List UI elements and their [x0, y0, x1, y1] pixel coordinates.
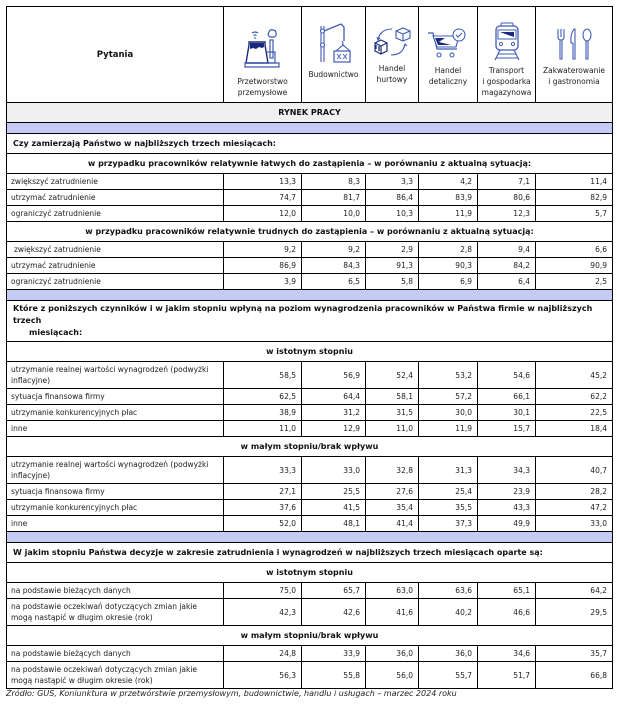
table-row: inne 11,0 12,9 11,0 11,9 15,7 18,4: [7, 421, 613, 437]
sector-header-manufacturing: Przetworstwo przemysłowe: [224, 7, 302, 103]
sector-header-transport: Transport i gospodarka magazynowa: [478, 7, 536, 103]
question-employment-plans: Czy zamierzają Państwo w najbliższych trzech miesiącach:: [7, 134, 613, 154]
subgroup-title: w małym stopniu/brak wpływu: [7, 626, 613, 646]
table-row: ograniczyć zatrudnienie 12,0 10,0 10,3 11,9 12,3 5,7: [7, 206, 613, 222]
cutlery-icon: [552, 27, 596, 61]
subgroup-row: [7, 342, 613, 362]
table-row: utrzymanie realnej wartości wynagrodzeń (podwyżki inflacyjne) 33,3 33,0 32,8 31,3 34,3 40,7: [7, 457, 613, 484]
subgroup-title: w przypadku pracowników relatywnie łatwych do zastąpienia – w porównaniu z aktualną sytuacją:: [7, 154, 613, 174]
spacer-row: [7, 532, 613, 543]
question-row: [7, 301, 613, 342]
subgroup-title: w istotnym stopniu: [7, 342, 613, 362]
subgroup-title: w przypadku pracowników relatywnie trudnych do zastąpienia – w porównaniu z aktualną sytuacją:: [7, 222, 613, 242]
table-row: utrzymanie konkurencyjnych płac 38,9 31,2 31,5 30,0 30,1 22,5: [7, 405, 613, 421]
table-row: utrzymanie realnej wartości wynagrodzeń (podwyżki inflacyjne) 58,5 56,9 52,4 53,2 54,6 45,2: [7, 362, 613, 389]
table-row: utrzymanie konkurencyjnych płac 37,6 41,5 35,4 35,5 43,3 47,2: [7, 500, 613, 516]
sector-header-wholesale: Handel hurtowy: [366, 7, 419, 103]
section-header-row: [7, 103, 613, 123]
table-row: na podstawie oczekiwań dotyczących zmian jakie mogą nastąpić w długim okresie (rok) 42,3 42,6 41,6 40,2 46,6 29,5: [7, 599, 613, 626]
table-row: na podstawie oczekiwań dotyczących zmian jakie mogą nastąpić w długim okresie (rok) 56,3 55,8 56,0 55,7 51,7 66,8: [7, 662, 613, 689]
table-row: zwiększyć zatrudnienie 9,2 9,2 2,9 2,8 9,4 6,6: [7, 242, 613, 258]
table-row: na podstawie bieżących danych 75,0 65,7 63,0 63,6 65,1 64,2: [7, 583, 613, 599]
table-row: ograniczyć zatrudnienie 3,9 6,5 5,8 6,9 6,4 2,5: [7, 274, 613, 290]
sector-header-construction: Budownictwo: [302, 7, 366, 103]
subgroup-row: [7, 626, 613, 646]
header-row: [7, 7, 613, 103]
table-row: inne 52,0 48,1 41,4 37,3 49,9 33,0: [7, 516, 613, 532]
subgroup-row: [7, 437, 613, 457]
table-row: utrzymać zatrudnienie 86,9 84,3 91,3 90,3 84,2 90,9: [7, 258, 613, 274]
crane-icon: [316, 21, 352, 65]
question-wage-factors: Które z poniższych czynników i w jakim stopniu wpłyną na poziom wynagrodzenia pracowników w Państwa firmie w najbliższych trzech miesiącach:: [7, 301, 613, 342]
table-row: na podstawie bieżących danych 24,8 33,9 36,0 36,0 34,6 35,7: [7, 646, 613, 662]
subgroup-row: [7, 154, 613, 174]
questions-column-header: Pytania: [7, 7, 224, 103]
subgroup-row: [7, 563, 613, 583]
sector-header-retail: Handel detaliczny: [419, 7, 478, 103]
table-row: zwiększyć zatrudnienie 13,3 8,3 3,3 4,2 7,1 11,4: [7, 174, 613, 190]
boxes-exchange-icon: [372, 25, 412, 59]
subgroup-title: w małym stopniu/brak wpływu: [7, 437, 613, 457]
source-note: Źródło: GUS, Koniunktura w przetwórstwie przemysłowym, budownictwie, handlu i usługach – marzec 2024 roku: [6, 689, 457, 698]
table-row: utrzymać zatrudnienie 74,7 81,7 86,4 83,9 80,6 82,9: [7, 190, 613, 206]
labour-market-survey-table: [6, 6, 613, 689]
spacer-row: [7, 123, 613, 134]
section-title: RYNEK PRACY: [7, 103, 613, 123]
question-decision-basis: W jakim stopniu Państwa decyzje w zakresie zatrudnienia i wynagrodzeń w najbliższych trzech miesiącach oparte są:: [7, 543, 613, 563]
question-row: [7, 134, 613, 154]
table-row: sytuacja finansowa firmy 27,1 25,5 27,6 25,4 23,9 28,2: [7, 484, 613, 500]
subgroup-title: w istotnym stopniu: [7, 563, 613, 583]
subgroup-row: [7, 222, 613, 242]
table-row: sytuacja finansowa firmy 62,5 64,4 58,1 57,2 66,1 62,2: [7, 389, 613, 405]
shopping-cart-icon: [426, 27, 470, 61]
spacer-row: [7, 290, 613, 301]
sector-header-accommodation: Zakwaterowanie i gastronomia: [536, 7, 613, 103]
train-icon: [489, 21, 525, 61]
factory-icon: [243, 28, 283, 72]
question-row: [7, 543, 613, 563]
